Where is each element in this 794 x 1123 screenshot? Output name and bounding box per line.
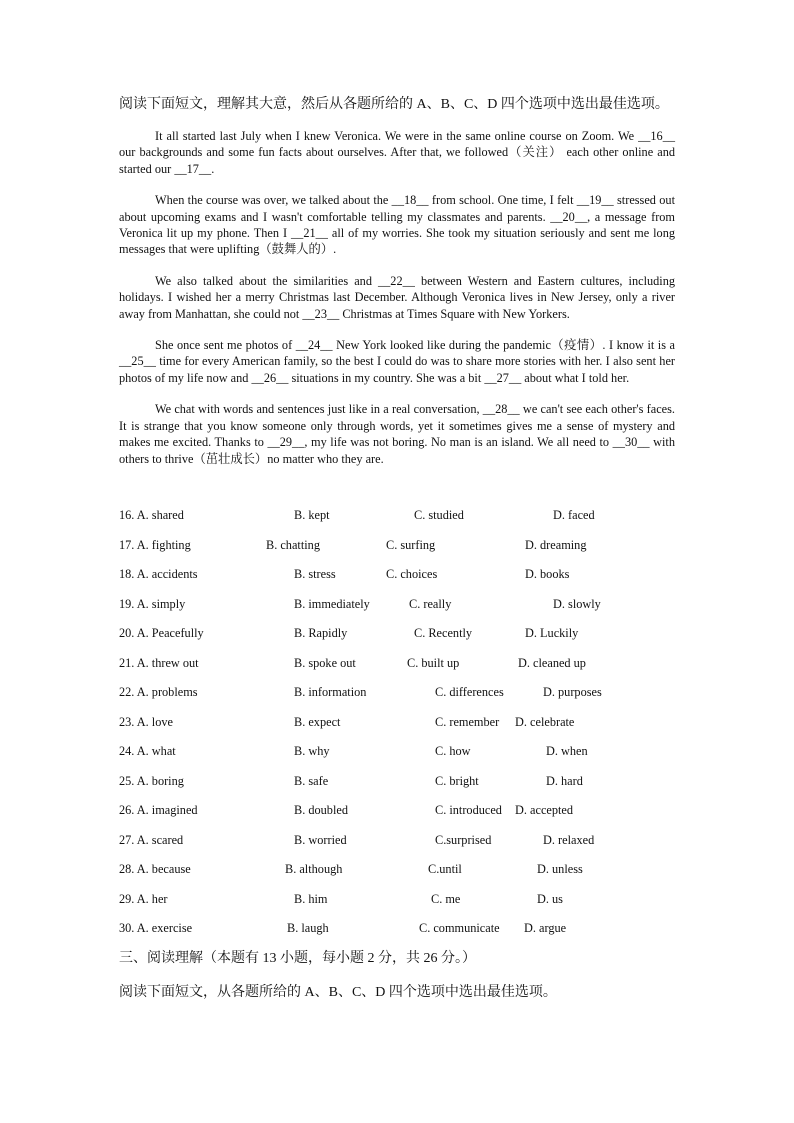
option-d: D. books bbox=[525, 567, 570, 581]
passage-paragraph-2: When the course was over, we talked about the __18__ from school. One time, I felt __19__ stressed out about upcoming exams and I wasn't comfortable telling my classmates and parents. __20__, a message from Veronica lit up my phone. Then I __21__ all of my worries. She took my situation seriously and sent me long messages that were uplifting（鼓舞人的）. bbox=[119, 193, 675, 257]
passage-paragraph-5: We chat with words and sentences just like in a real conversation, __28__ we can't see each other's faces. It is strange that you know someone only through words, yet it sometimes gives me a sense of mystery and makes me excited. Thanks to __29__, my life was not boring. No man is an island. We all need to __30__ with others to thrive（茁壮成长）no matter who they are. bbox=[119, 402, 675, 466]
question-row bbox=[119, 626, 679, 656]
option-a: 28. A. because bbox=[119, 862, 191, 876]
question-row bbox=[119, 803, 679, 833]
option-a: 20. A. Peacefully bbox=[119, 626, 204, 640]
question-row bbox=[119, 508, 679, 538]
option-b: B. safe bbox=[294, 773, 329, 788]
option-a: 19. A. simply bbox=[119, 596, 186, 611]
option-b: B. information bbox=[294, 685, 367, 699]
option-a: 23. A. love bbox=[119, 714, 173, 729]
option-d: D. slowly bbox=[553, 596, 601, 611]
option-b: B. spoke out bbox=[294, 655, 356, 670]
option-c: C. how bbox=[435, 744, 471, 758]
question-row bbox=[119, 567, 679, 597]
option-b: B. expect bbox=[294, 714, 341, 729]
option-d: D. faced bbox=[553, 508, 595, 522]
option-a: 17. A. fighting bbox=[119, 537, 191, 552]
section-title: 三、阅读理解（本题有 13 小题，每小题 2 分，共 26 分。） bbox=[119, 951, 476, 966]
option-d: D. Luckily bbox=[525, 626, 579, 640]
option-b: B. him bbox=[294, 891, 328, 906]
option-d: D. dreaming bbox=[525, 537, 587, 552]
option-d: D. cleaned up bbox=[518, 655, 586, 670]
option-d: D. accepted bbox=[515, 803, 574, 817]
option-d: D. purposes bbox=[543, 685, 602, 699]
option-a: 22. A. problems bbox=[119, 685, 198, 699]
option-d: D. when bbox=[546, 744, 588, 758]
option-c: C. surfing bbox=[386, 537, 436, 552]
option-d: D. argue bbox=[524, 921, 567, 935]
option-b: B. immediately bbox=[294, 596, 370, 611]
option-b: B. kept bbox=[294, 508, 330, 522]
question-row bbox=[119, 656, 679, 686]
option-a: 18. A. accidents bbox=[119, 567, 198, 581]
option-b: B. why bbox=[294, 744, 330, 758]
option-c: C. communicate bbox=[419, 921, 500, 935]
option-c: C.surprised bbox=[435, 832, 492, 847]
option-a: 25. A. boring bbox=[119, 773, 184, 788]
question-row bbox=[119, 597, 679, 627]
cloze-instruction: 阅读下面短文，理解其大意，然后从各题所给的 A、B、C、D 四个选项中选出最佳选项。 bbox=[119, 97, 669, 112]
question-row bbox=[119, 892, 679, 922]
option-b: B. worried bbox=[294, 832, 347, 847]
option-c: C. Recently bbox=[414, 626, 473, 640]
option-d: D. relaxed bbox=[543, 832, 595, 847]
question-row bbox=[119, 715, 679, 745]
option-d: D. us bbox=[537, 891, 563, 906]
question-row bbox=[119, 774, 679, 804]
option-c: C.until bbox=[428, 862, 462, 876]
option-a: 16. A. shared bbox=[119, 508, 184, 522]
option-b: B. chatting bbox=[266, 537, 320, 552]
option-c: C. introduced bbox=[435, 803, 502, 817]
option-a: 24. A. what bbox=[119, 744, 176, 758]
option-c: C. differences bbox=[435, 685, 504, 699]
option-b: B. Rapidly bbox=[294, 626, 348, 640]
option-c: C. bright bbox=[435, 773, 479, 788]
option-b: B. doubled bbox=[294, 803, 348, 817]
option-d: D. hard bbox=[546, 773, 583, 788]
option-c: C. really bbox=[409, 596, 452, 611]
option-c: C. choices bbox=[386, 567, 438, 581]
passage-paragraph-3: We also talked about the similarities and __22__ between Western and Eastern cultures, including holidays. I wished her a merry Christmas last December. Although Veronica lives in New Jersey, only a river away from Manhattan, she could not __23__ Christmas at Times Square with New Yorkers. bbox=[119, 273, 675, 321]
option-c: C. built up bbox=[407, 655, 460, 670]
option-d: D. unless bbox=[537, 862, 583, 876]
option-a: 29. A. her bbox=[119, 891, 168, 906]
option-a: 27. A. scared bbox=[119, 832, 184, 847]
passage-paragraph-4: She once sent me photos of __24__ New York looked like during the pandemic（疫情）. I know it is a __25__ time for every American family, so the best I could do was to share more stories with her. I also sent her photos of my life now and __26__ situations in my country. She was a bit __27__ about what I told her. bbox=[119, 338, 675, 385]
option-a: 26. A. imagined bbox=[119, 803, 198, 817]
answer-options bbox=[119, 508, 679, 951]
option-c: C. remember bbox=[435, 714, 500, 729]
option-b: B. stress bbox=[294, 567, 336, 581]
question-row bbox=[119, 538, 679, 568]
question-row bbox=[119, 921, 679, 951]
option-c: C. studied bbox=[414, 508, 464, 522]
passage-paragraph-1: It all started last July when I knew Veronica. We were in the same online course on Zoom. We __16__ our backgrounds and some fun facts about ourselves. After that, we followed（关注） each other online and started our __17__. bbox=[119, 129, 675, 176]
option-b: B. although bbox=[285, 862, 343, 876]
option-a: 21. A. threw out bbox=[119, 655, 199, 670]
question-row bbox=[119, 685, 679, 715]
reading-instruction: 阅读下面短文，从各题所给的 A、B、C、D 四个选项中选出最佳选项。 bbox=[119, 985, 557, 1000]
question-row bbox=[119, 862, 679, 892]
option-b: B. laugh bbox=[287, 921, 329, 935]
option-d: D. celebrate bbox=[515, 714, 575, 729]
cloze-passage bbox=[119, 128, 675, 482]
option-a: 30. A. exercise bbox=[119, 921, 193, 935]
question-row bbox=[119, 833, 679, 863]
question-row bbox=[119, 744, 679, 774]
option-c: C. me bbox=[431, 891, 461, 906]
